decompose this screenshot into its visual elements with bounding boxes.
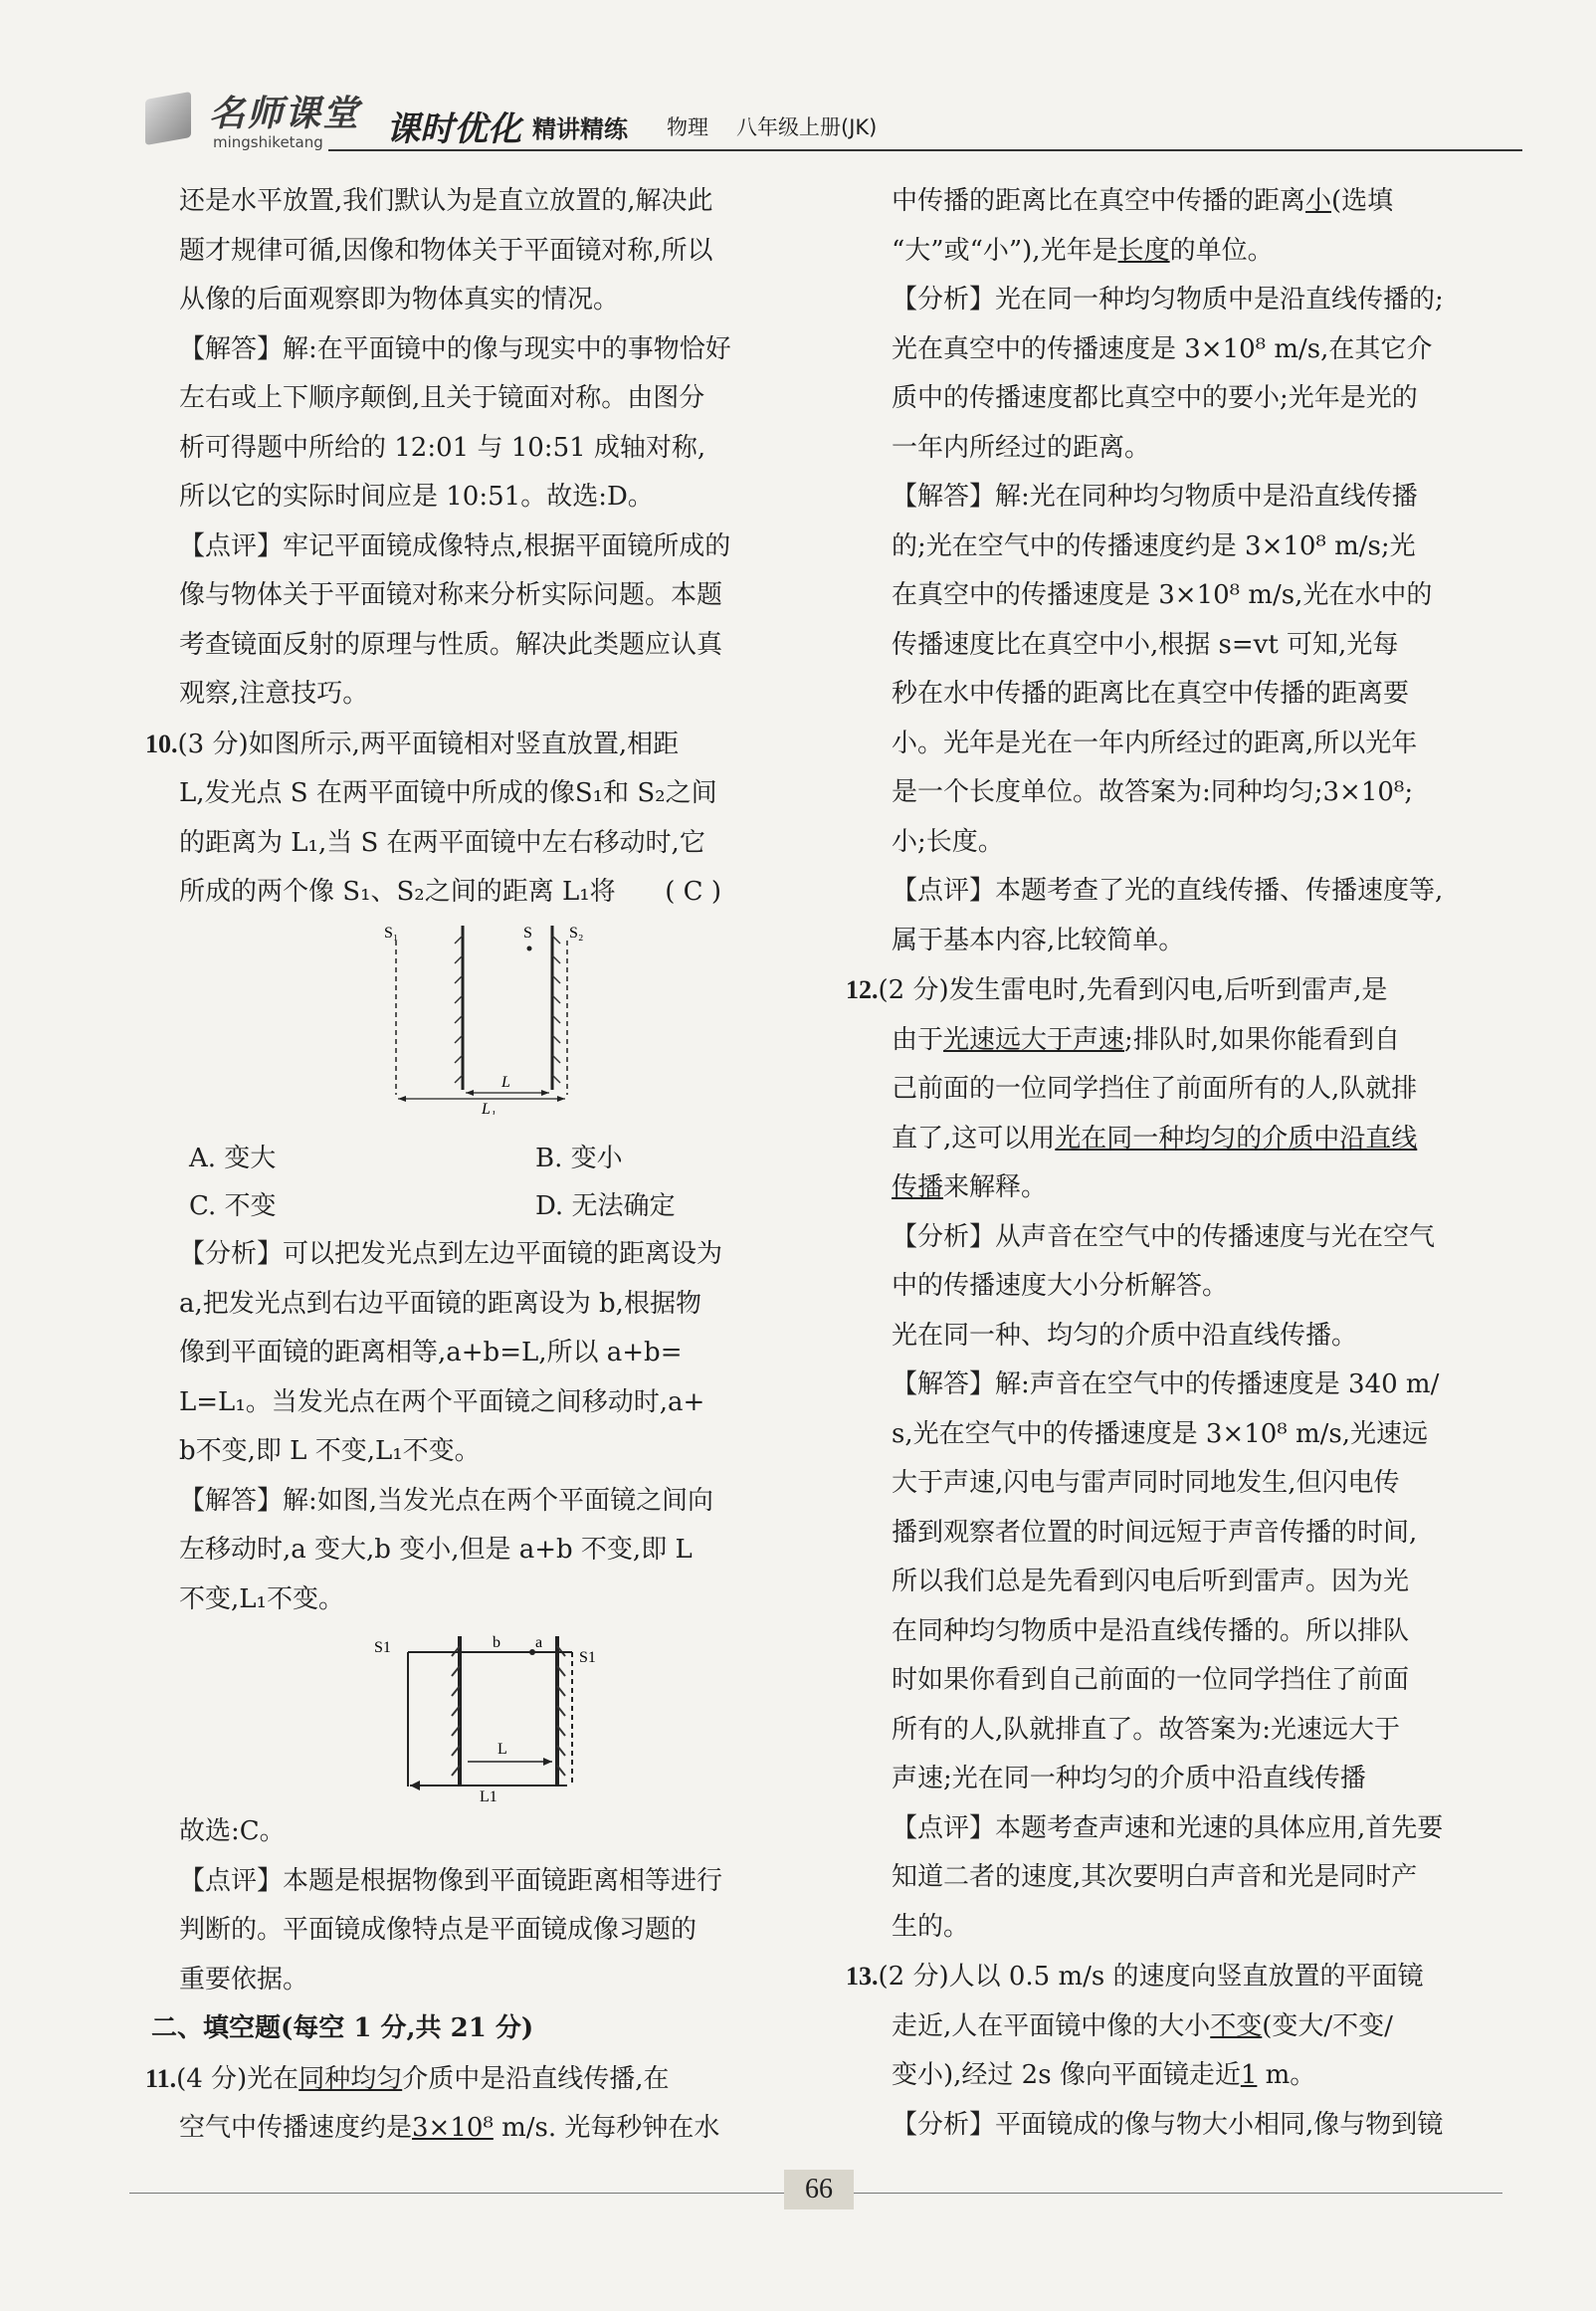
comment-line: 重要依据。	[179, 1964, 309, 1995]
text-line: 传播速度比在真空中小,根据 s=vt 可知,光每	[892, 629, 1399, 660]
brand-cube-icon	[145, 92, 191, 145]
text-line: s,光在空气中的传播速度是 3×10⁸ m/s,光速远	[892, 1418, 1428, 1449]
text-line: 考查镜面反射的原理与性质。解决此类题应认真	[179, 629, 723, 660]
mirror-figure-2	[368, 1622, 617, 1801]
text-line: 还是水平放置,我们默认为是直立放置的,解决此	[179, 186, 713, 216]
text-line: 从像的后面观察即为物体真实的情况。	[179, 285, 620, 315]
answer-blank: 小	[1305, 186, 1332, 216]
comment-line: 【点评】本题是根据物像到平面镜距离相等进行	[179, 1865, 723, 1896]
answer-line: 【解答】解:如图,当发光点在两个平面镜之间向	[179, 1485, 714, 1516]
text-line: 秒在水中传播的距离比在真空中传播的距离要	[892, 679, 1410, 709]
text-line: 【分析】光在同一种均匀物质中是沿直线传播的;	[892, 285, 1444, 315]
q11-text: 的单位。	[1169, 235, 1274, 266]
text-line: 【点评】牢记平面镜成像特点,根据平面镜所成的	[179, 530, 731, 561]
left-column-bottom	[145, 1807, 796, 2154]
image-s1-label: S₁	[384, 925, 399, 942]
text-line: 析可得题中所给的 12:01 与 10:51 成轴对称,	[179, 432, 706, 463]
q12-text: 来解释。	[943, 1172, 1048, 1202]
q11-text: 中传播的距离比在真空中传播的距离	[892, 186, 1306, 216]
text-line: 在同种均匀物质中是沿直线传播的。所以排队	[892, 1615, 1410, 1646]
text-line: 【解答】解:在平面镜中的像与现实中的事物恰好	[179, 333, 731, 364]
text-line: 【点评】本题考查了光的直线传播、传播速度等,	[892, 876, 1444, 906]
series-title: 课时优化	[386, 109, 521, 149]
answer-blank: 长度	[1117, 235, 1170, 266]
answer-blank: 1	[1240, 2060, 1258, 2090]
distance-l-label: L	[498, 1741, 507, 1758]
question-12-line	[846, 965, 1498, 1016]
distance-l1-label: L₁	[482, 1101, 497, 1115]
text-line: 所以我们总是先看到闪电后听到雷声。因为光	[892, 1567, 1410, 1596]
analysis-line: b不变,即 L 不变,L₁不变。	[179, 1436, 481, 1466]
text-line: 小;长度。	[892, 826, 1004, 857]
page-header	[139, 78, 1463, 157]
text-line: 中的传播速度大小分析解答。	[892, 1271, 1229, 1301]
text-line: 知道二者的速度,其次要明白声音和光是同时产	[892, 1862, 1418, 1892]
text-line: 【解答】解:光在同种均匀物质中是沿直线传播	[892, 482, 1418, 512]
answer-blank: 同种均匀	[299, 2063, 403, 2094]
q11-text: “大”或“小”),光年是	[892, 235, 1118, 266]
image-s1-left-label: S1	[374, 1639, 391, 1656]
question-10-line	[145, 720, 796, 770]
analysis-line: 【分析】可以把发光点到左边平面镜的距离设为	[179, 1239, 723, 1269]
q11-text: 介质中是沿直线传播,在	[402, 2063, 670, 2094]
question-number: 10.	[145, 729, 178, 758]
question-12-line	[892, 1163, 1498, 1213]
option-a[interactable]: A. 变大	[189, 1144, 277, 1173]
subject-label: 物理	[667, 115, 708, 139]
q11-text: (选填	[1331, 186, 1394, 216]
answer-blank: 光速远大于声速	[943, 1024, 1125, 1055]
answer-line: 左移动时,a 变大,b 变小,但是 a+b 不变,即 L	[179, 1535, 693, 1565]
left-column-lower	[179, 1230, 796, 1624]
text-line: 题才规律可循,因像和物体关于平面镜对称,所以	[179, 235, 713, 266]
question-13-line	[846, 1952, 1498, 2002]
left-column	[145, 177, 796, 918]
text-line: 是一个长度单位。故答案为:同种均匀;3×10⁸;	[892, 777, 1414, 807]
text-line: 播到观察者位置的时间远短于声音传播的时间,	[892, 1517, 1418, 1548]
q13-text: (2 分)人以 0.5 m/s 的速度向竖直放置的平面镜	[878, 1962, 1424, 1992]
text-line: 质中的传播速度都比真空中的要小;光年是光的	[892, 383, 1418, 413]
choice-line: 故选:C。	[179, 1816, 286, 1846]
analysis-line: a,把发光点到右边平面镜的距离设为 b,根据物	[179, 1288, 701, 1319]
text-line: 在真空中的传播速度是 3×10⁸ m/s,光在水中的	[892, 580, 1433, 610]
answer-blank: 传播	[892, 1172, 944, 1202]
text-line: 观察,注意技巧。	[179, 679, 369, 709]
image-s2-label: S₂	[569, 925, 584, 942]
text-line: 【解答】解:声音在空气中的传播速度是 340 m/	[892, 1369, 1440, 1399]
question-12-line: 己前面的一位同学挡住了前面所有的人,队就排	[892, 1074, 1418, 1104]
q12-text: 直了,这可以用	[892, 1123, 1056, 1154]
question-10-line: 所成的两个像 S₁、S₂之间的距离 L₁将 ( C )	[179, 877, 721, 907]
brand-title: 名师课堂	[209, 94, 361, 134]
text-line: 生的。	[892, 1911, 970, 1942]
q12-text: ;排队时,如果你能看到自	[1124, 1024, 1401, 1055]
option-b[interactable]: B. 变小	[535, 1144, 623, 1173]
q11-line	[892, 227, 1498, 277]
q11-text: 空气中传播速度约是	[179, 2113, 413, 2143]
image-s1-right-label: S1	[579, 1649, 596, 1666]
question-11-line	[145, 2054, 796, 2105]
text-line: 【分析】从声音在空气中的传播速度与光在空气	[892, 1221, 1436, 1252]
distance-l-label: L	[501, 1074, 510, 1091]
text-line: 像与物体关于平面镜对称来分析实际问题。本题	[179, 580, 723, 610]
option-c[interactable]: C. 不变	[189, 1191, 277, 1221]
page-number: 66	[784, 2170, 854, 2209]
answer-blank: 3×10⁸	[412, 2113, 494, 2143]
question-13-line	[892, 2051, 1498, 2101]
text-line: 所有的人,队就排直了。故答案为:光速远大于	[892, 1714, 1401, 1745]
text-line: 左右或上下顺序颠倒,且关于镜面对称。由图分	[179, 383, 705, 413]
question-number: 12.	[846, 975, 879, 1004]
option-d[interactable]: D. 无法确定	[535, 1191, 676, 1221]
q11-text: (4 分)光在	[176, 2063, 299, 2094]
source-s-label: S	[523, 925, 532, 942]
q12-text: (2 分)发生雷电时,先看到闪电,后听到雷声,是	[878, 975, 1388, 1005]
answer-blank: 不变	[1210, 2010, 1263, 2041]
text-line: 【点评】本题考查声速和光速的具体应用,首先要	[892, 1812, 1444, 1843]
q13-text: m。	[1257, 2060, 1316, 2090]
question-10-line: 的距离为 L₁,当 S 在两平面镜中左右移动时,它	[179, 827, 705, 858]
q13-text: 走近,人在平面镜中像的大小	[892, 2010, 1211, 2041]
grade-label: 八年级上册(JK)	[736, 115, 878, 139]
q12-text: 由于	[892, 1024, 944, 1055]
question-11-line	[179, 2104, 796, 2154]
text-line: 属于基本内容,比较简单。	[892, 925, 1185, 955]
text-line: 光在同一种、均匀的介质中沿直线传播。	[892, 1320, 1358, 1351]
question-number: 13.	[846, 1962, 879, 1991]
answer-blank: 光在同一种均匀的介质中沿直线	[1055, 1123, 1418, 1154]
q10-text: (3 分)如图所示,两平面镜相对竖直放置,相距	[177, 729, 680, 759]
text-line: 一年内所经过的距离。	[892, 432, 1151, 463]
mirror-figure-1	[378, 916, 597, 1115]
question-13-line	[892, 2002, 1498, 2052]
section-title: 二、填空题(每空 1 分,共 21 分)	[151, 2013, 534, 2043]
distance-a-label: a	[535, 1634, 543, 1651]
brand-pinyin: mingshiketang	[213, 133, 323, 151]
question-12-line	[892, 1016, 1498, 1066]
header-rule	[328, 149, 1522, 151]
distance-b-label: b	[493, 1634, 500, 1651]
question-12-line	[892, 1115, 1498, 1164]
q13-text: 变小),经过 2s 像向平面镜走近	[892, 2060, 1241, 2090]
q11-line	[892, 177, 1498, 227]
text-line: 小。光年是光在一年内所经过的距离,所以光年	[892, 728, 1418, 758]
text-line: 大于声速,闪电与雷声同时同地发生,但闪电传	[892, 1468, 1400, 1498]
q13-text: (变大/不变/	[1262, 2010, 1393, 2041]
text-line: 【分析】平面镜成的像与物大小相同,像与物到镜	[892, 2109, 1444, 2140]
text-line: 的;光在空气中的传播速度约是 3×10⁸ m/s;光	[892, 530, 1416, 561]
distance-l1-label: L1	[480, 1788, 498, 1801]
right-column	[846, 177, 1498, 2150]
text-line: 声速;光在同一种均匀的介质中沿直线传播	[892, 1764, 1366, 1793]
question-number: 11.	[145, 2063, 177, 2093]
analysis-line: L=L₁。当发光点在两个平面镜之间移动时,a+	[179, 1386, 705, 1417]
text-line: 所以它的实际时间应是 10:51。故选:D。	[179, 482, 654, 512]
answer-line: 不变,L₁不变。	[179, 1583, 344, 1614]
analysis-line: 像到平面镜的距离相等,a+b=L,所以 a+b=	[179, 1338, 683, 1367]
comment-line: 判断的。平面镜成像特点是平面镜成像习题的	[179, 1915, 698, 1945]
series-slogan: 精讲精练	[532, 114, 628, 143]
q11-text: m/s. 光每秒钟在水	[493, 2113, 720, 2143]
question-10-line: L,发光点 S 在两平面镜中所成的像S₁和 S₂之间	[179, 778, 717, 808]
text-line: 时如果你看到自己前面的一位同学挡住了前面	[892, 1665, 1410, 1695]
text-line: 光在真空中的传播速度是 3×10⁸ m/s,在其它介	[892, 333, 1433, 364]
